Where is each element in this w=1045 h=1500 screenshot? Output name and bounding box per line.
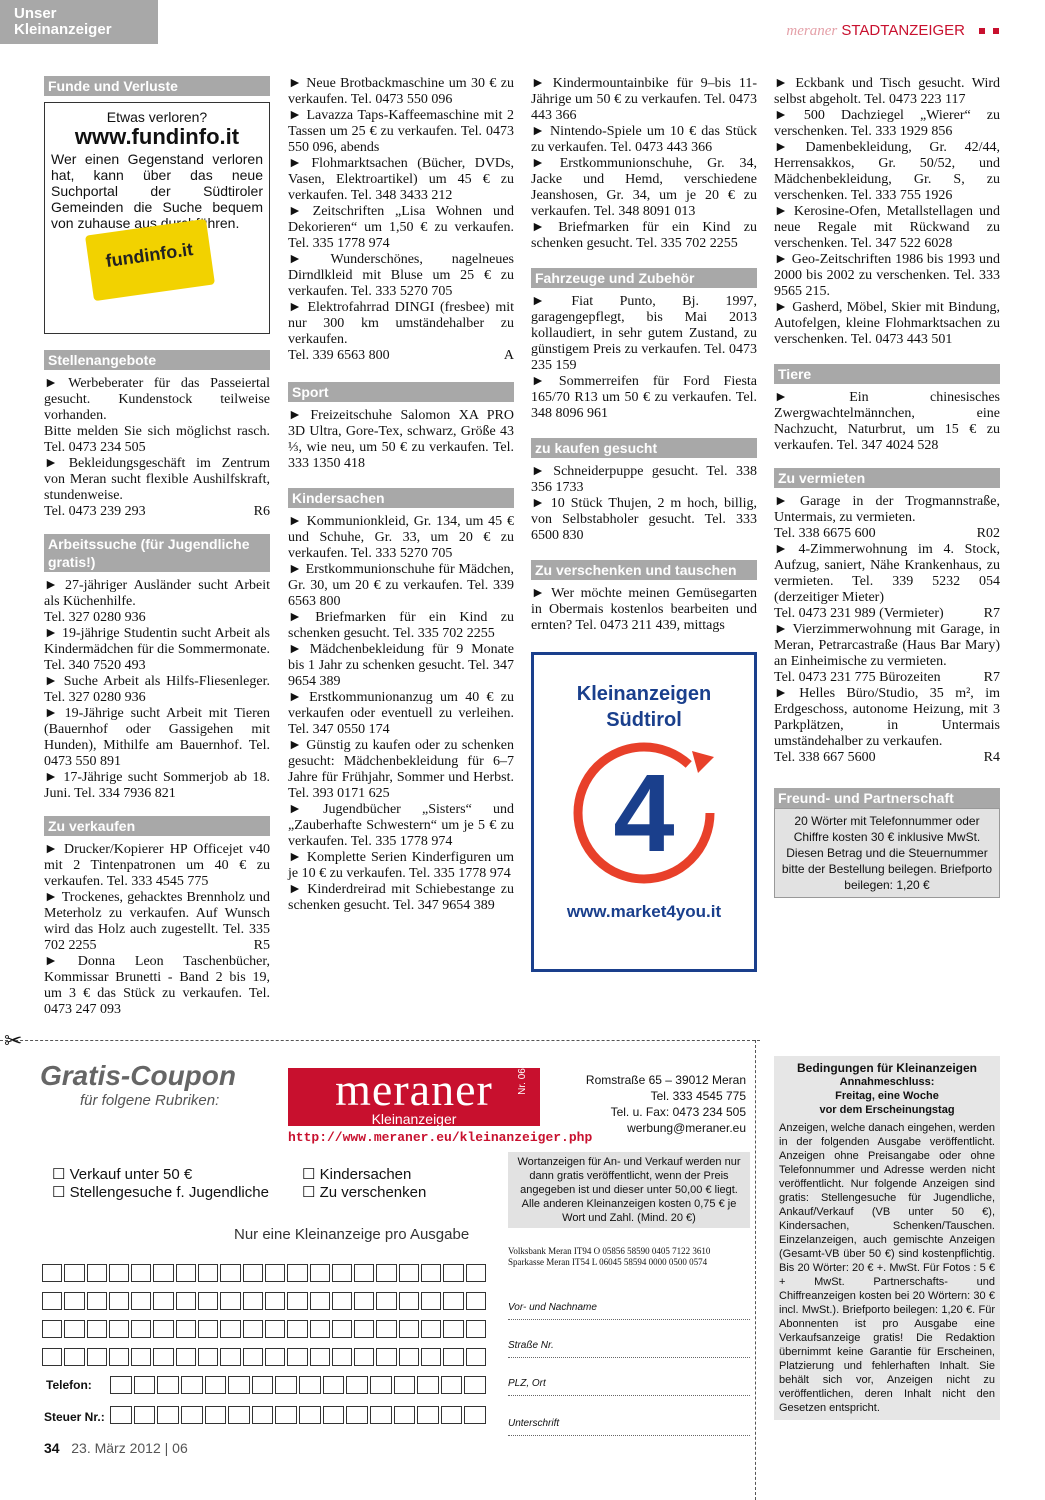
- page-footer: 34 23. März 2012 | 06: [44, 1440, 188, 1456]
- checkbox-verkauf[interactable]: ☐ Verkauf unter 50 €: [52, 1166, 193, 1183]
- phone-label: Telefon:: [46, 1378, 92, 1392]
- heading-partner: Freund- und Partnerschaft: [774, 788, 1000, 808]
- ad-item: ► 27-jähriger Ausländer sucht Arbeit als Küchenhilfe.: [44, 578, 270, 609]
- market4you-logo-icon: [564, 733, 724, 893]
- ad-item: ► Komplette Serien Kinderfiguren um je 10 € zu verkaufen. Tel. 335 1778 974: [288, 850, 514, 881]
- text-grid-row[interactable]: [42, 1264, 488, 1282]
- name-field[interactable]: Vor- und Nachname: [508, 1302, 750, 1320]
- ad-item: ► Erstkommunionanzug um 40 € zu verkaufen oder eventuell zu verleihen. Tel. 347 0550 174: [288, 690, 514, 737]
- ad-item: Tel. 338 6675 600 R02: [774, 526, 1000, 541]
- column-4: [774, 76, 1000, 898]
- heading-arbeit: Arbeitssuche (für Jugendliche gratis!): [44, 534, 270, 572]
- ad-item: ► 19-jährige Studentin sucht Arbeit als Kindermädchen für die Sommermonate. Tel. 340 7520 493: [44, 626, 270, 673]
- ad-item: Tel. 327 0280 936: [44, 610, 146, 625]
- coupon-address: Romstraße 65 – 39012 Meran Tel. 333 4545 775 Tel. u. Fax: 0473 234 505 werbung@meraner.eu: [585, 1073, 746, 1135]
- phone-grid[interactable]: [110, 1376, 488, 1394]
- ad-item: ► Drucker/Kopierer HP Officejet v40 mit 2 Tintenpatronen um 40 € zu verkaufen. Tel. 333 4545 775: [44, 842, 270, 889]
- ad-item: ► Suche Arbeit als Hilfs-Fliesenleger. Tel. 327 0280 936: [44, 674, 270, 705]
- ad-item: ► Garage in der Trogmannstraße, Untermais, zu vermieten.: [774, 494, 1000, 525]
- fundinfo-card-image: fundinfo.it: [85, 219, 215, 301]
- heading-tiere: Tiere: [774, 364, 1000, 384]
- ad-item: ► Briefmarken für ein Kind zu schenken gesucht. Tel. 335 702 2255: [531, 220, 757, 251]
- ad-item: ► Günstig zu kaufen oder zu schenken gesucht: Mädchenbekleidung für 6–7 Jahre für Frühjahr, Sommer und Herbst. Tel. 393 0171 625: [288, 738, 514, 801]
- ad-item: ► Eckbank und Tisch gesucht. Wird selbst abgeholt. Tel. 0473 223 117: [774, 76, 1000, 107]
- ad-item: ► Flohmarktsachen (Bücher, DVDs, Vasen, Elektroartikel) um 45 € zu verkaufen. Tel. 348 3433 212: [288, 156, 514, 203]
- market4you-url[interactable]: www.market4you.it: [566, 902, 722, 921]
- ad-item: ► Briefmarken für ein Kind zu schenken gesucht. Tel. 335 702 2255: [288, 610, 514, 641]
- ad-item: ► 19-Jährige sucht Arbeit mit Tieren (Bauernhof oder Gassigehen mit Hunden), Mithilfe am Bauernhof. Tel. 0473 550 891: [44, 706, 270, 769]
- ad-item: ► Fiat Punto, Bj. 1997, garagengepflegt, bis Mai 2013 kollaudiert, in sehr gutem Zustand, zu günstigem Preis zu verkaufen. Tel. 0473 235 159: [531, 294, 757, 373]
- ad-item: ► Wunderschönes, nagelneues Dirndlkleid mit Bluse um 25 € zu verkaufen. Tel. 333 5270 705: [288, 252, 514, 299]
- street-field[interactable]: Straße Nr.: [508, 1340, 750, 1358]
- heading-sport: Sport: [288, 382, 514, 402]
- section-tab: Unser Kleinanzeiger: [0, 0, 158, 44]
- ad-item: ► Mädchenbekleidung für 9 Monate bis 1 Jahr zu schenken gesucht. Tel. 347 9654 389: [288, 642, 514, 689]
- svg-text:4: 4: [613, 752, 675, 875]
- checkbox-kindersachen[interactable]: ☐ Kindersachen: [302, 1166, 412, 1183]
- heading-kinder: Kindersachen: [288, 488, 514, 508]
- tax-grid[interactable]: [110, 1406, 488, 1424]
- ad-item: Tel. 338 667 5600 R4: [774, 750, 1000, 765]
- ad-item: ► Kerosine-Ofen, Metallstellagen und neue Regale mit Rückwand zu verschenken. Tel. 347 522 6028: [774, 204, 1000, 251]
- column-3: [531, 76, 757, 972]
- text-grid-row[interactable]: [42, 1348, 488, 1366]
- ad-item: ► Schneiderpuppe gesucht. Tel. 338 356 1733: [531, 464, 757, 495]
- brand-logo: meraner STADTANZEIGER: [786, 22, 965, 39]
- ad-item: ► 10 Stück Thujen, 2 m hoch, billig, von Selbstabholer gesucht. Tel. 333 6500 830: [531, 496, 757, 543]
- ad-item: ► Neue Brotbackmaschine um 30 € zu verkaufen. Tel. 0473 550 096: [288, 76, 514, 107]
- ad-item: ► Geo-Zeitschriften 1986 bis 1993 und 2000 bis 2002 zu verschenken. Tel. 333 9565 215.: [774, 252, 1000, 299]
- heading-vermieten: Zu vermieten: [774, 468, 1000, 488]
- ad-item: ► Gasherd, Möbel, Skier mit Bindung, Autofelgen, kleine Flohmarktsachen zu verschenken. Tel. 0473 443 501: [774, 300, 1000, 347]
- ad-item: ► Donna Leon Taschenbücher, Kommissar Brunetti - Band 2 bis 19, um 3 € das Stück zu verkaufen. Tel. 0473 247 093: [44, 954, 270, 1017]
- ad-item: ► Erstkommunionschuhe für Mädchen, Gr. 30, um 20 € zu verkaufen. Tel. 339 6563 800: [288, 562, 514, 609]
- ad-item: ► Vierzimmerwohnung mit Garage, in Meran, Petrarcastraße (Haus Bar Mary) an Einheimische zu vermieten.: [774, 622, 1000, 669]
- ad-item: ► Jugendbücher „Sisters“ und „Zauberhafte Schwestern“ um je 5 € zu verkaufen. Tel. 335 1778 974: [288, 802, 514, 849]
- signature-field[interactable]: Unterschrift: [508, 1418, 750, 1436]
- partner-info: 20 Wörter mit Telefonnummer oder Chiffre kosten 30 € inklusive MwSt. Diesen Betrag und die Steuernummer bitte der Bestellung beilegen. Briefporto beilegen: 1,20 €: [774, 808, 1000, 898]
- ad-item: ► Sommerreifen für Ford Fiesta 165/70 R13 um 50 € zu verkaufen. Tel. 348 8096 961: [531, 374, 757, 421]
- ad-item: ► Werbeberater für das Passeiertal gesucht. Kundenstock teilweise vorhanden.: [44, 376, 270, 423]
- ad-item: ► Wer möchte meinen Gemüsegarten in Obermais kostenlos bearbeiten und ernten? Tel. 0473 211 439, mittags: [531, 586, 757, 633]
- ad-item: ► Zeitschriften „Lisa Wohnen und Dekorieren“ um 1,50 € zu verkaufen. Tel. 335 1778 974: [288, 204, 514, 251]
- heading-funde: Funde und Verluste: [44, 76, 270, 96]
- ad-item: ► Ein chinesisches Zwergwachtelmännchen, eine Nachzucht, Naturbrut, um 15 € zu verkaufen. Tel. 347 4024 528: [774, 390, 1000, 453]
- ad-item: ► Damenbekleidung, Gr. 42/44, Herrensakkos, Gr. 50/52, und Mädchenbekleidung, Gr. S, zu verschenken. Tel. 333 755 1926: [774, 140, 1000, 203]
- checkbox-verschenken[interactable]: ☐ Zu verschenken: [302, 1184, 427, 1201]
- heading-fahrzeuge: Fahrzeuge und Zubehör: [531, 268, 757, 288]
- ad-item: Tel. 0473 231 775 Bürozeiten R7: [774, 670, 1000, 685]
- scissors-icon: ✂: [4, 1028, 23, 1053]
- fundinfo-url[interactable]: www.fundinfo.it: [74, 124, 240, 149]
- heading-verschenken: Zu verschenken und tauschen: [531, 560, 757, 580]
- cut-line: [0, 1040, 760, 1041]
- ad-item: ► Helles Büro/Studio, 35 m², im Erdgeschoss, autonome Heizung, mit 3 Parkplätzen, in Untermais umständehalber zu verkaufen.: [774, 686, 1000, 749]
- meraner-logo: meraner Kleinanzeiger Nr. 06: [288, 1068, 540, 1126]
- city-field[interactable]: PLZ, Ort: [508, 1378, 750, 1396]
- fundinfo-ad[interactable]: Etwas verloren? www.fundinfo.it Wer einen Gegenstand verloren hat, kann über das neue Suchportal der Südtiroler Gemeinden die Suche bequem von zuhause aus durchführen. fundinfo.it: [44, 102, 270, 334]
- ad-item: ► Nintendo-Spiele um 10 € das Stück zu verkaufen. Tel. 0473 443 366: [531, 124, 757, 155]
- ad-item: ► 4-Zimmerwohnung im 4. Stock, Aufzug, saniert, Nähe Krankenhaus, zu vermieten. Tel. 339 5232 054 (derzeitiger Mieter): [774, 542, 1000, 605]
- brand-square: [993, 28, 999, 34]
- column-2: [288, 76, 514, 914]
- heading-kaufen: zu kaufen gesucht: [531, 438, 757, 458]
- cut-line-vertical: [755, 1040, 756, 1500]
- ad-item: ► Lavazza Taps-Kaffeemaschine mit 2 Tassen um 25 € zu verkaufen. Tel. 0473 550 096, abends: [288, 108, 514, 155]
- conditions-box: Bedingungen für Kleinanzeigen Annahmeschluss: Freitag, eine Woche vor dem Erscheinungstag Anzeigen, welche danach eingehen, werden in der folgenden Ausgabe veröffentlicht. Anzeigen ohne Preisangabe oder ohne Telefonnummer und Adresse werden nicht veröffentlicht. Nur folgende Anzeigen sind gratis: Stellengesuche für Jugendliche, Ankauf/Verkauf (VB unter 50 €), Kindersachen, Schenken/Tauschen. Einzelanzeigen, auch gemischte Anzeigen (Gesamt-VB über 50 €) sind kostenpflichtig. Bis 20 Wörter: 20 € +. MwSt. Für Fotos : 5 € + MwSt. Partnerschafts- und Chiffreanzeigen kosten bei 20 Wörtern: 30 € incl. MwSt.). Briefporto beilegen: 1,20 €. Für Abonnenten ist pro Ausgabe eine Verkaufsanzeige gratis! Die Redaktion übernimmt keine Garantie für Erscheinen, Platzierung und fehlerhaften Inhalt. Sie behält sich vor, Anzeigen nicht zu veröffentlichen, deren Inhalt nicht den Gesetzen entspricht.: [774, 1056, 1000, 1420]
- coupon-url[interactable]: http://www.meraner.eu/kleinanzeiger.php: [288, 1130, 593, 1145]
- checkbox-stellengesuche[interactable]: ☐ Stellengesuche f. Jugendliche: [52, 1184, 269, 1201]
- heading-stellen: Stellenangebote: [44, 350, 270, 370]
- ad-item: Tel. 0473 231 989 (Vermieter) R7: [774, 606, 1000, 621]
- ad-item: ► Bekleidungsgeschäft im Zentrum von Meran sucht flexible Aushilfskraft, stundenweise.: [44, 456, 270, 503]
- ad-item: ► Freizeitschuhe Salomon XA PRO 3D Ultra, Gore-Tex, schwarz, Größe 43 ⅓, wie neu, um 50 € zu verkaufen. Tel. 333 1350 418: [288, 408, 514, 471]
- column-1: [44, 76, 270, 1018]
- ad-item: ► 17-Jährige sucht Sommerjob ab 18. Juni. Tel. 334 7936 821: [44, 770, 270, 801]
- ad-item: ► Kommunionkleid, Gr. 134, um 45 € und Schuhe, Gr. 33, um 20 € zu verkaufen. Tel. 333 5270 705: [288, 514, 514, 561]
- brand-square: [979, 28, 985, 34]
- text-grid-row[interactable]: [42, 1292, 488, 1310]
- text-grid-row[interactable]: [42, 1320, 488, 1338]
- ad-item: Tel. 0473 239 293 R6: [44, 504, 270, 519]
- coupon-note: Nur eine Kleinanzeige pro Ausgabe: [234, 1226, 470, 1243]
- ad-item: ► 500 Dachziegel „Wierer“ zu verschenken. Tel. 333 1929 856: [774, 108, 1000, 139]
- ad-item: ► Erstkommunionschuhe, Gr. 34, Jacke und Hemd, verschiedene Jeanshosen, Gr. 34, um je 20 € zu verkaufen. Tel. 348 8091 013: [531, 156, 757, 219]
- ad-item: Tel. 339 6563 800 A: [288, 348, 514, 363]
- ad-item: ► Elektrofahrrad DINGI (fresbee) mit nur 300 km umständehalber zu verkaufen.: [288, 300, 514, 347]
- coupon-header: Gratis-Coupon für folgene Rubriken:: [40, 1060, 236, 1109]
- ad-item: ► Kindermountainbike für 9–bis 11-Jährige um 50 € zu verkaufen. Tel. 0473 443 366: [531, 76, 757, 123]
- ad-item: ► Kinderdreirad mit Schiebestange zu schenken gesucht. Tel. 347 9654 389: [288, 882, 514, 913]
- heading-verkaufen: Zu verkaufen: [44, 816, 270, 836]
- ad-item: ► Trockenes, gehacktes Brennholz und Meterholz zu verkaufen. Auf Wunsch wird das Holz auch zugestellt. Tel. 335 702 2255 R5: [44, 890, 270, 953]
- tax-label: Steuer Nr.:: [44, 1410, 105, 1424]
- market4you-ad[interactable]: Kleinanzeigen Südtirol 4 www.market4you.it: [531, 652, 757, 972]
- ad-item: Bitte melden Sie sich möglichst rasch. Tel. 0473 234 505: [44, 424, 270, 455]
- pricing-info: Wortanzeigen für An- und Verkauf werden nur dann gratis veröffentlicht, wenn der Preis angegeben ist und dieser unter 50,00 € liegt. Alle anderen Kleinanzeigen kosten 0,75 € je Wort und Zahl. (Mind. 20 €): [508, 1152, 750, 1228]
- bank-details: Volksbank Meran IT94 O 05856 58590 0405 7122 3610 Sparkasse Meran IT54 L 06045 58594 0000 0500 0574: [508, 1246, 711, 1267]
